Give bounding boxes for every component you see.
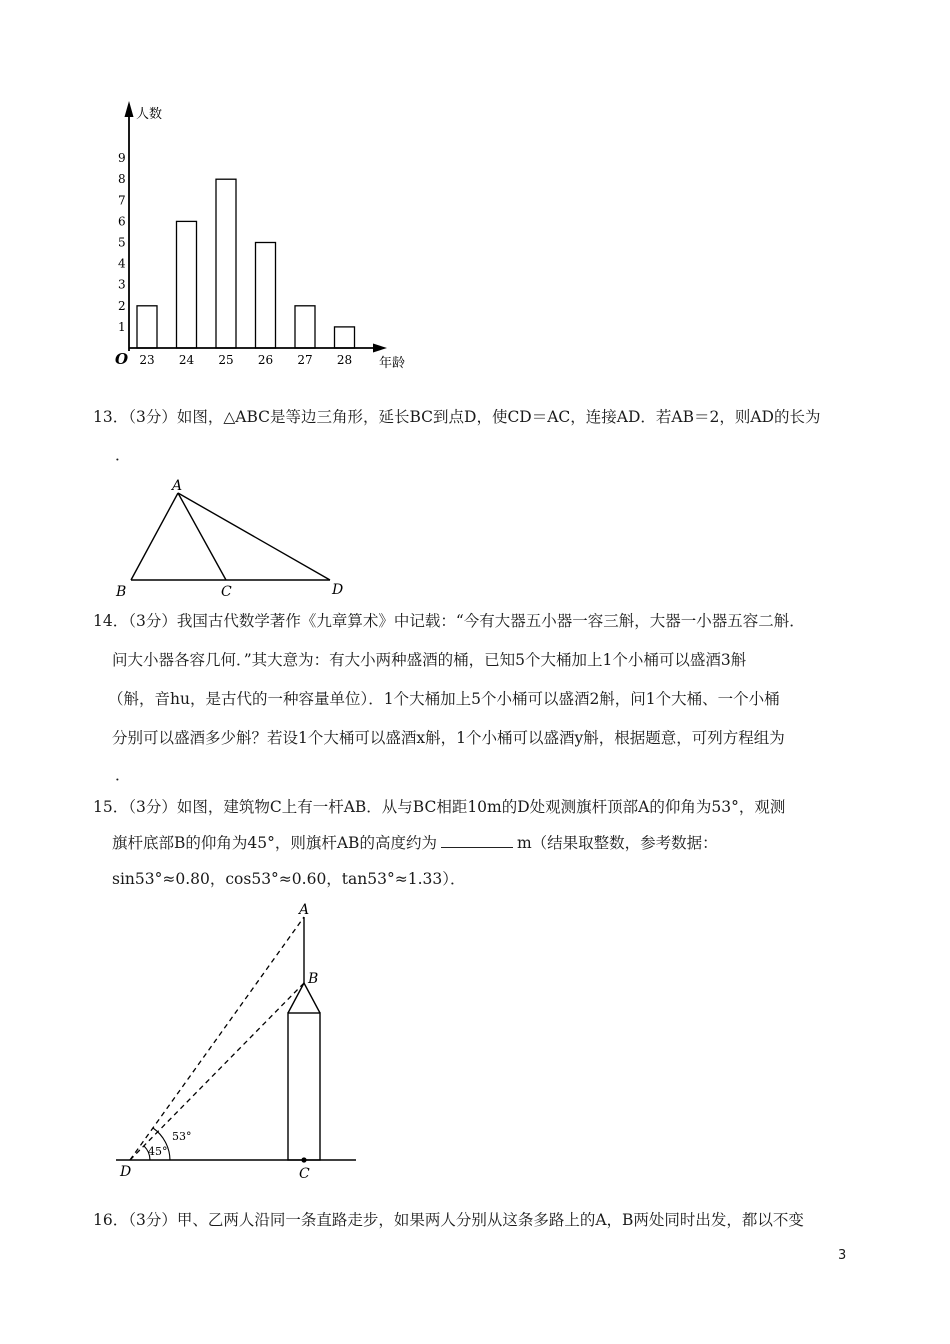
q15-flagpole-figure <box>110 895 370 1185</box>
q15-line-1: 15．（3分）如图，建筑物C上有一杆AB．从与BC相距10m的D处观测旗杆顶部A的仰角为53°，观测 <box>93 798 786 816</box>
y-tick-label: 6 <box>118 214 126 229</box>
answer-blank <box>441 833 513 848</box>
q13-line-2: ． <box>115 446 131 464</box>
q15-line-2-text: 旗杆底部B的仰角为45°，则旗杆AB的高度约为 <box>112 834 437 852</box>
bar-age-27 <box>295 306 315 348</box>
q15-line-2-text-after: m（结果取整数，参考数据： <box>516 834 718 852</box>
x-tick-label: 25 <box>218 353 234 367</box>
angle-label-53: 53° <box>172 1130 192 1143</box>
label-D: D <box>332 582 344 598</box>
x-axis-arrow <box>373 344 387 353</box>
x-tick-label: 23 <box>139 353 155 367</box>
q14-line-5: ． <box>115 766 131 784</box>
q14-line-2: 问大小器各容几何．”其大意为：有大小两种盛酒的桶，已知5个大桶加上1个小桶可以盛酒3斛 <box>112 651 747 669</box>
y-tick-label: 7 <box>118 193 126 208</box>
y-tick-label: 8 <box>118 172 126 187</box>
q16-line-1: 16．（3分）甲、乙两人沿同一条直路走步，如果两人分别从这条多路上的A，B两处同时出发，都以不变 <box>93 1211 804 1229</box>
x-tick-label: 24 <box>178 353 195 367</box>
y-tick-label: 4 <box>118 256 126 271</box>
x-axis-label: 年龄 <box>379 356 406 371</box>
label-B: B <box>116 584 127 600</box>
y-tick-label: 1 <box>118 319 126 334</box>
bar-age-25 <box>216 179 236 348</box>
q14-line-3: （斛，音hu，是古代的一种容量单位）．1个大桶加上5个小桶可以盛酒2斛，问1个大桶、一个小桶 <box>108 690 780 708</box>
label-D: D <box>120 1164 132 1180</box>
q15-line-2 <box>112 832 718 854</box>
label-C: C <box>299 1166 310 1182</box>
origin-label: O <box>115 350 129 368</box>
x-tick-label: 26 <box>257 353 274 367</box>
segment-AD <box>178 493 330 580</box>
sight-line-DA <box>130 917 304 1160</box>
x-tick-label: 27 <box>297 353 313 367</box>
label-B: B <box>308 971 319 987</box>
y-tick-label: 5 <box>118 235 126 250</box>
y-axis-arrow <box>125 101 134 117</box>
label-C: C <box>221 584 232 600</box>
q15-line-3: sin53°≈0.80，cos53°≈0.60，tan53°≈1.33）． <box>112 870 466 888</box>
y-tick-label: 9 <box>118 151 126 166</box>
q14-line-4: 分别可以盛酒多少斛？若设1个大桶可以盛酒x斛，1个小桶可以盛酒y斛，根据题意，可列方程组为 <box>112 729 785 747</box>
age-histogram <box>105 95 425 380</box>
angle-label-45: 45° <box>148 1145 168 1158</box>
y-tick-label: 3 <box>118 277 126 292</box>
q13-line-1: 13．（3分）如图，△ABC是等边三角形，延长BC到点D，使CD＝AC，连接AD．若AB＝2，则AD的长为 <box>93 408 821 426</box>
bar-age-24 <box>177 221 197 348</box>
label-A: A <box>172 478 183 494</box>
x-tick-label: 28 <box>336 353 353 367</box>
sight-line-DB <box>130 983 304 1160</box>
q14-line-1: 14．（3分）我国古代数学著作《九章算术》中记载：“今有大器五小器一容三斛，大器一小器五容二斛． <box>93 612 805 630</box>
point-C <box>301 1157 306 1162</box>
y-axis-label: 人数 <box>136 107 163 122</box>
bar-age-23 <box>137 306 157 348</box>
building-C <box>288 1013 320 1160</box>
bar-age-26 <box>256 243 276 349</box>
bar-age-28 <box>335 327 355 348</box>
label-A: A <box>299 902 310 918</box>
segment-AB <box>131 493 178 580</box>
page-number: 3 <box>838 1248 847 1263</box>
q13-triangle-figure <box>108 476 358 602</box>
building-roof <box>288 983 320 1013</box>
y-tick-label: 2 <box>118 298 126 313</box>
